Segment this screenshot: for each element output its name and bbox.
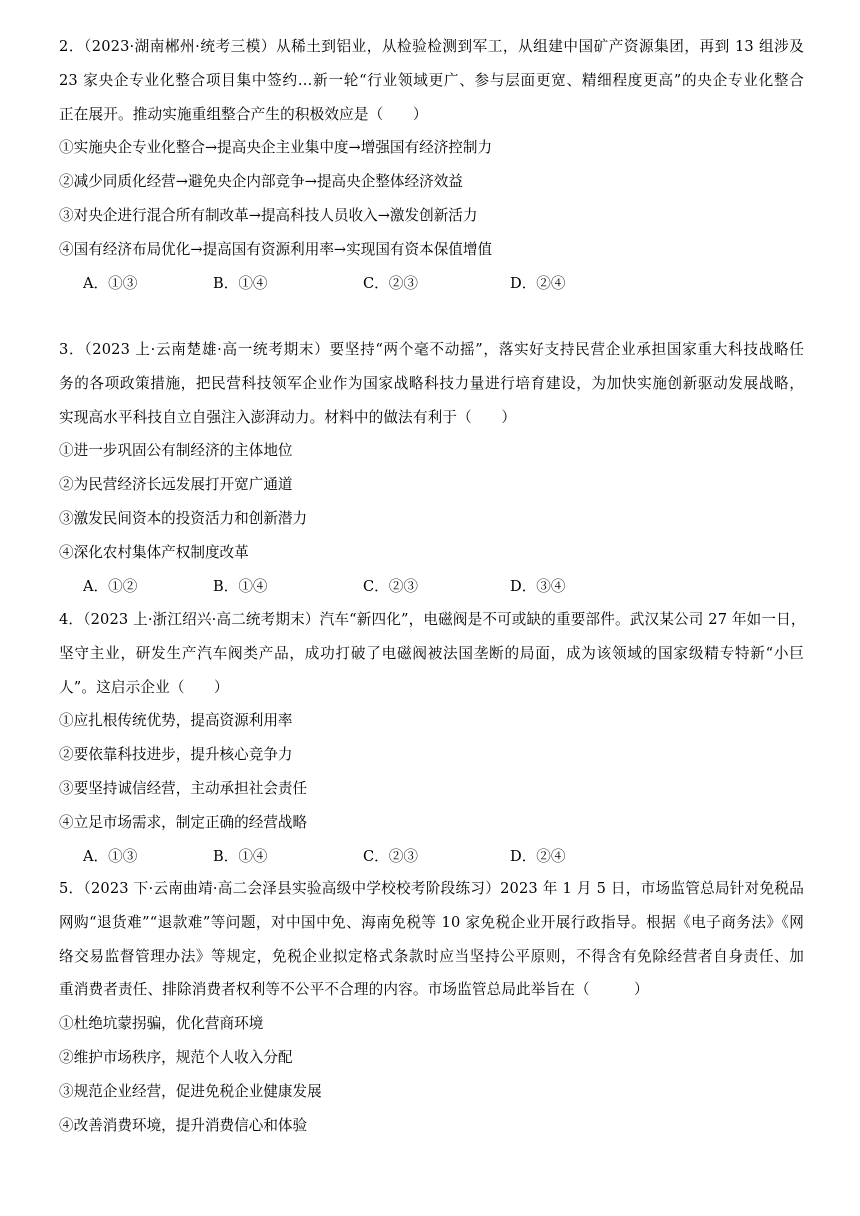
statement-option-3: ③激发民间资本的投资活力和创新潜力: [59, 509, 308, 527]
statement-option-3: ③规范企业经营，促进免税企业健康发展: [59, 1082, 322, 1100]
statement-option-4: ④立足市场需求，制定正确的经营战略: [59, 813, 308, 831]
statement-option-1: ①进一步巩固公有制经济的主体地位: [59, 442, 293, 460]
choice-d[interactable]: D．②④: [510, 274, 566, 292]
statement-option-2: ②维护市场秩序，规范个人收入分配: [59, 1048, 293, 1066]
question-3: [59, 333, 804, 603]
choice-b[interactable]: B．①④: [213, 274, 268, 292]
choice-b[interactable]: B．①④: [213, 577, 268, 595]
statement-option-1: ①实施央企专业化整合→提高央企主业集中度→增强国有经济控制力: [59, 139, 493, 157]
question-stem-line: 3．（2023 上·云南楚雄·高一统考期末）要坚持“两个毫不动摇”，落实好支持民营企业承担国家重大科技战略任: [59, 341, 804, 358]
statement-option-2: ②要依靠科技进步，提升核心竞争力: [59, 746, 293, 764]
question-4: [59, 603, 804, 873]
question-stem-line: 人”。这启示企业（ ）: [59, 678, 229, 696]
question-stem-line: 5．（2023 下·云南曲靖·高二会泽县实验高级中学校校考阶段练习）2023 年 1 月 5 日，市场监管总局针对免税品: [59, 880, 804, 897]
choice-a[interactable]: A．①③: [83, 847, 138, 865]
answer-choices: [59, 840, 804, 874]
question-stem-line: 网购“退货难”“退款难”等问题，对中国中免、海南免税等 10 家免税企业开展行政指导。根据《电子商务法》《网: [59, 913, 804, 931]
question-5: [59, 872, 804, 1142]
question-stem-line: 4．（2023 上·浙江绍兴·高二统考期末）汽车“新四化”，电磁阀是不可或缺的重要部件。武汉某公司 27 年如一日，: [59, 611, 806, 628]
question-stem-line: 2．（2023·湖南郴州·统考三模）从稀土到铝业，从检验检测到军工，从组建中国矿产资源集团，再到 13 组涉及: [59, 38, 804, 55]
choice-c[interactable]: C．②③: [363, 274, 418, 292]
choice-c[interactable]: C．②③: [363, 577, 418, 595]
question-stem-line: 务的各项政策措施，把民营科技领军企业作为国家战略科技力量进行培育建设，为加快实施创新驱动发展战略，: [59, 374, 804, 392]
choice-a[interactable]: A．①②: [83, 577, 138, 595]
statement-option-4: ④深化农村集体产权制度改革: [59, 543, 249, 561]
statement-option-2: ②减少同质化经营→避免央企内部竞争→提高央企整体经济效益: [59, 173, 463, 191]
choice-d[interactable]: D．③④: [510, 577, 566, 595]
question-stem-line: 重消费者责任、排除消费者权利等不公平不合理的内容。市场监管总局此举旨在（ ）: [59, 981, 649, 999]
statement-option-3: ③要坚持诚信经营，主动承担社会责任: [59, 779, 308, 797]
question-stem-line: 正在展开。推动实施重组整合产生的积极效应是（ ）: [59, 105, 428, 123]
choice-c[interactable]: C．②③: [363, 847, 418, 865]
statement-option-4: ④国有经济布局优化→提高国有资源利用率→实现国有资本保值增值: [59, 240, 493, 258]
statement-option-3: ③对央企进行混合所有制改革→提高科技人员收入→激发创新活力: [59, 206, 478, 224]
choice-d[interactable]: D．②④: [510, 847, 566, 865]
question-stem-line: 坚守主业，研发生产汽车阀类产品，成功打破了电磁阀被法国垄断的局面，成为该领域的国家级精专特新“小巨: [59, 644, 804, 662]
choice-a[interactable]: A．①③: [83, 274, 138, 292]
answer-choices: [59, 267, 804, 301]
question-stem-line: 实现高水平科技自立自强注入澎湃动力。材料中的做法有利于（ ）: [59, 408, 517, 426]
question-2: [59, 30, 804, 300]
statement-option-1: ①应扎根传统优势，提高资源利用率: [59, 712, 293, 730]
statement-option-4: ④改善消费环境，提升消费信心和体验: [59, 1116, 308, 1134]
question-stem-line: 23 家央企专业化整合项目集中签约…新一轮“行业领域更广、参与层面更宽、精细程度更高”的央企专业化整合: [59, 71, 804, 89]
statement-option-2: ②为民营经济长远发展打开宽广通道: [59, 476, 293, 494]
answer-choices: [59, 570, 804, 604]
statement-option-1: ①杜绝坑蒙拐骗，优化营商环境: [59, 1015, 264, 1033]
choice-b[interactable]: B．①④: [213, 847, 268, 865]
question-stem-line: 络交易监督管理办法》等规定，免税企业拟定格式条款时应当坚持公平原则，不得含有免除经营者自身责任、加: [59, 947, 804, 965]
